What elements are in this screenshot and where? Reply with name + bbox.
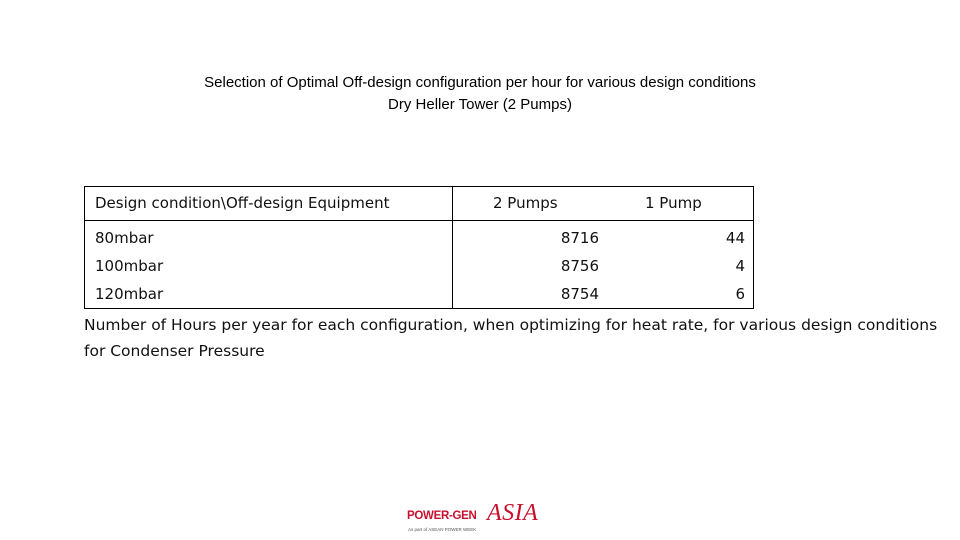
table-cell: 6 (735, 285, 745, 303)
table-cell: 8716 (560, 229, 599, 247)
configuration-hours-table (84, 186, 754, 309)
table-cell: 8756 (560, 257, 599, 275)
table-cell: 4 (735, 257, 745, 275)
table-cell: 80mbar (85, 221, 453, 253)
table-cell: 8754 (560, 285, 599, 303)
table-row (85, 252, 754, 280)
title-line-2: Dry Heller Tower (2 Pumps) (388, 96, 572, 113)
title-line-1: Selection of Optimal Off-design configuration per hour for various design conditions (204, 74, 756, 91)
logo-tagline: As part of ASEAN POWER WEEK (408, 527, 477, 532)
table-row (85, 280, 754, 309)
table-row (85, 221, 754, 253)
column-header: 2 Pumps (453, 187, 600, 221)
table-caption: Number of Hours per year for each configuration, when optimizing for heat rate, for various design conditions for Condenser Pressure (84, 316, 938, 360)
page-title (0, 72, 960, 116)
table-cell: 44 (725, 229, 745, 247)
column-header: 1 Pump (599, 187, 754, 221)
table-cell: 100mbar (85, 252, 453, 280)
power-gen-asia-logo (405, 500, 555, 536)
table-header-row (85, 187, 754, 221)
logo-main-text: POWER-GEN (407, 510, 477, 522)
column-header: Design condition\Off-design Equipment (85, 187, 453, 221)
table-cell: 120mbar (85, 280, 453, 309)
logo-accent-text: ASIA (487, 500, 539, 526)
